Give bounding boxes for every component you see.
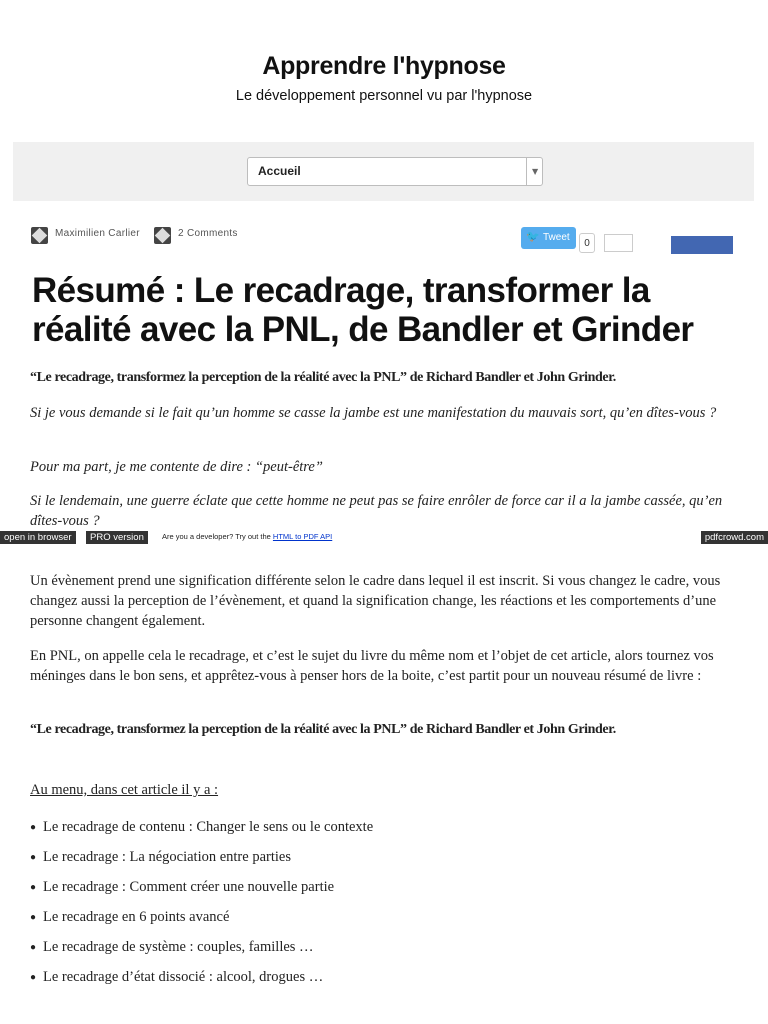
post-title: Résumé : Le recadrage, transformer la réalité avec la PNL, de Bandler et Grinder: [32, 271, 694, 349]
list-item: [30, 817, 373, 847]
list-item: [30, 907, 373, 937]
developer-notice: [162, 532, 332, 541]
intro-question-3: Si le lendemain, une guerre éclate que cette homme ne peut pas se faire enrôler de force car il a la jambe cassée, qu’en dîtes-vous ?: [30, 493, 723, 529]
pdfcrowd-brand-link[interactable]: pdfcrowd.com: [701, 531, 768, 544]
paragraph-1: Un évènement prend une signification différente selon le cadre dans lequel il est inscrit. Si vous changez le cadre, vous changez aussi la perception de l’évènement, et quand la signification change, les réactions et les comportements d’une personne changent également.: [30, 573, 721, 629]
author-link[interactable]: Maximilien Carlier: [55, 228, 140, 239]
tweet-button[interactable]: [521, 227, 576, 249]
twitter-bird-icon: 🐦: [526, 231, 540, 243]
pro-version-button[interactable]: PRO version: [86, 531, 148, 544]
paragraph-2: En PNL, on appelle cela le recadrage, et c’est le sujet du livre du même nom et l’objet de cet article, alors tournez vos méninges dans le bon sens, et apprêtez-vous à penser hors de la boite, c’est partit pour un nouveau résumé de livre :: [30, 648, 714, 684]
article-menu-list: [30, 817, 373, 997]
bullet: ●: [30, 972, 37, 983]
list-item-label: Le recadrage en 6 points avancé: [43, 909, 230, 925]
list-item-label: Le recadrage : Comment créer une nouvelle partie: [43, 879, 335, 895]
list-item: [30, 847, 373, 877]
chevron-down-icon: ▼: [532, 167, 539, 176]
book-reference: “Le recadrage, transformez la perception de la réalité avec la PNL” de Richard Bandler et John Grinder.: [30, 370, 616, 385]
share-widget[interactable]: [604, 234, 633, 252]
bullet: ●: [30, 882, 37, 893]
bullet: ●: [30, 942, 37, 953]
html-to-pdf-link[interactable]: HTML to PDF API: [272, 532, 333, 541]
bullet: ●: [30, 852, 37, 863]
list-item: [30, 877, 373, 907]
facebook-like-button[interactable]: [671, 236, 733, 254]
tweet-count: 0: [579, 233, 595, 253]
author-avatar-icon: [31, 227, 48, 244]
bullet: ●: [30, 912, 37, 923]
list-item-label: Le recadrage de système : couples, familles …: [43, 939, 314, 955]
list-item-label: Le recadrage : La négociation entre parties: [43, 849, 291, 865]
list-item-label: Le recadrage de contenu : Changer le sens ou le contexte: [43, 819, 374, 835]
menu-heading: Au menu, dans cet article il y a :: [30, 782, 219, 798]
site-tagline: Le développement personnel vu par l'hypnose: [235, 88, 533, 104]
dropdown-arrow[interactable]: [526, 158, 542, 185]
site-title[interactable]: Apprendre l'hypnose: [262, 52, 506, 80]
book-reference-2: “Le recadrage, transformez la perception de la réalité avec la PNL” de Richard Bandler et John Grinder.: [30, 722, 616, 737]
comments-link[interactable]: 2 Comments: [178, 228, 238, 239]
nav-select[interactable]: [247, 157, 543, 186]
list-item-label: Le recadrage d’état dissocié : alcool, drogues …: [43, 969, 324, 985]
intro-question-2: Pour ma part, je me contente de dire : “peut-être”: [30, 459, 323, 475]
bullet: ●: [30, 822, 37, 833]
list-item: [30, 967, 373, 997]
intro-question-1: Si je vous demande si le fait qu’un homme se casse la jambe est une manifestation du mauvais sort, qu’en dîtes-vous ?: [30, 405, 717, 421]
nav-select-value: Accueil: [258, 164, 301, 178]
developer-notice-text: Are you a developer? Try out the: [162, 532, 271, 541]
list-item: [30, 937, 373, 967]
tweet-label: Tweet: [543, 232, 570, 243]
comment-icon: [154, 227, 171, 244]
open-in-browser-button[interactable]: open in browser: [0, 531, 76, 544]
